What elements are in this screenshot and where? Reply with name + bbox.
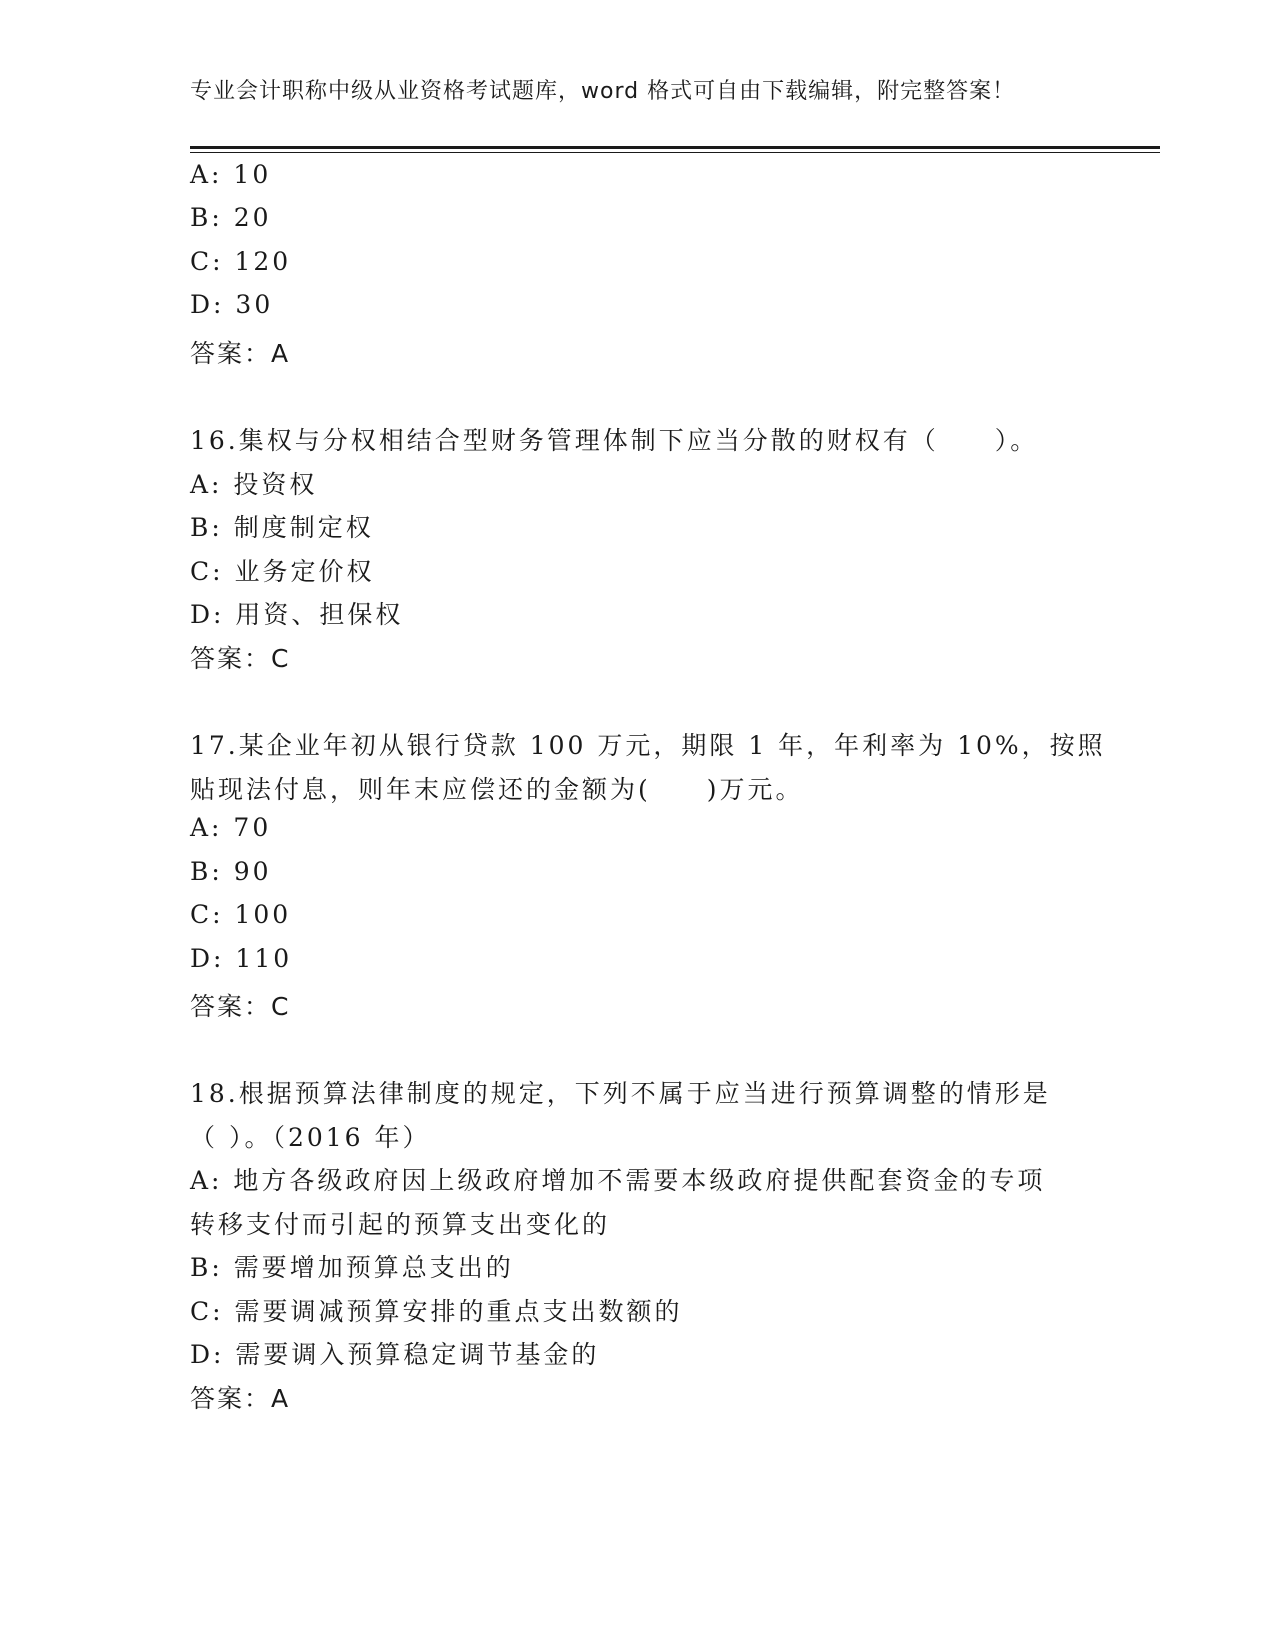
q17-stem-line-1: 17.某企业年初从银行贷款 100 万元，期限 1 年，年利率为 10%，按照 xyxy=(190,731,1106,760)
q18-stem-line-2: （ ）。（2016 年） xyxy=(190,1123,431,1152)
q16-option-a: A: 投资权 xyxy=(190,470,318,499)
q16-option-b: B: 制度制定权 xyxy=(190,513,374,542)
q18-option-b: B: 需要增加预算总支出的 xyxy=(190,1253,514,1282)
header-rule-thick xyxy=(190,146,1160,149)
q15-option-d: D: 30 xyxy=(190,290,274,319)
q15-option-b: B: 20 xyxy=(190,203,272,232)
q17-option-b: B: 90 xyxy=(190,857,272,886)
q18-answer: 答案：A xyxy=(190,1384,291,1413)
q17-answer: 答案：C xyxy=(190,992,291,1021)
q16-stem: 16.集权与分权相结合型财务管理体制下应当分散的财权有（ ）。 xyxy=(190,426,1039,455)
q17-option-d: D: 110 xyxy=(190,944,293,973)
q18-option-a-line-1: A: 地方各级政府因上级政府增加不需要本级政府提供配套资金的专项 xyxy=(190,1166,1046,1195)
q18-option-a-line-2: 转移支付而引起的预算支出变化的 xyxy=(190,1210,611,1239)
q15-option-a: A: 10 xyxy=(190,160,272,189)
q16-option-d: D: 用资、担保权 xyxy=(190,600,404,629)
q16-option-c: C: 业务定价权 xyxy=(190,557,375,586)
q17-option-c: C: 100 xyxy=(190,900,292,929)
q17-option-a: A: 70 xyxy=(190,813,272,842)
q18-option-d: D: 需要调入预算稳定调节基金的 xyxy=(190,1340,600,1369)
q16-answer: 答案：C xyxy=(190,644,291,673)
q15-option-c: C: 120 xyxy=(190,247,292,276)
q18-option-c: C: 需要调减预算安排的重点支出数额的 xyxy=(190,1297,683,1326)
q18-stem-line-1: 18.根据预算法律制度的规定，下列不属于应当进行预算调整的情形是 xyxy=(190,1079,1051,1108)
q15-answer: 答案：A xyxy=(190,339,291,368)
q17-stem-line-2: 贴现法付息，则年末应偿还的金额为( )万元。 xyxy=(190,775,804,804)
page-header: 专业会计职称中级从业资格考试题库，word 格式可自由下载编辑，附完整答案！ xyxy=(190,79,1016,104)
header-rule-thin xyxy=(190,152,1160,153)
